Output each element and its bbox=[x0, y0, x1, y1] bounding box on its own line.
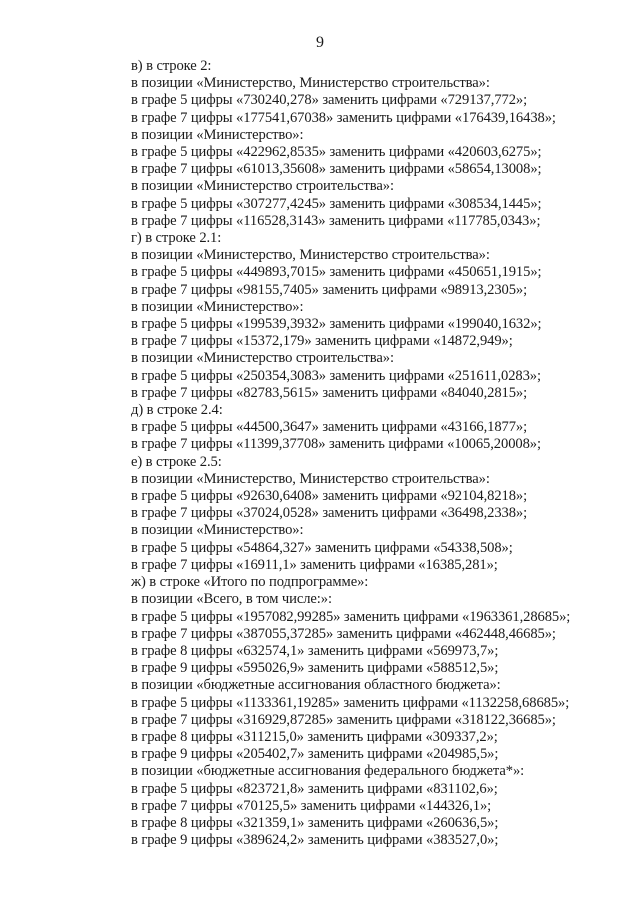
text-line: в позиции «Министерство»: bbox=[131, 298, 304, 315]
text-line: в графе 7 цифры «15372,179» заменить цифрами «14872,949»; bbox=[131, 333, 513, 350]
text-line: в графе 5 цифры «422962,8535» заменить цифрами «420603,6275»; bbox=[131, 144, 542, 161]
text-line: е) в строке 2.5: bbox=[131, 453, 222, 470]
text-line: в графе 7 цифры «98155,7405» заменить цифрами «98913,2305»; bbox=[131, 281, 528, 298]
text-line: в графе 7 цифры «316929,87285» заменить цифрами «318122,36685»; bbox=[131, 711, 556, 728]
text-line: в позиции «Министерство»: bbox=[131, 522, 304, 539]
text-line: в позиции «Министерство, Министерство строительства»: bbox=[131, 247, 490, 264]
text-line: в графе 5 цифры «1957082,99285» заменить цифрами «1963361,28685»; bbox=[131, 608, 571, 625]
text-line: в графе 5 цифры «250354,3083» заменить цифрами «251611,0283»; bbox=[131, 367, 541, 384]
text-line: в позиции «Всего, в том числе:»: bbox=[131, 591, 332, 608]
text-line: в графе 5 цифры «1133361,19285» заменить цифрами «1132258,68685»; bbox=[131, 694, 570, 711]
text-line: в графе 5 цифры «823721,8» заменить цифрами «831102,6»; bbox=[131, 780, 498, 797]
text-line: в графе 9 цифры «595026,9» заменить цифрами «588512,5»; bbox=[131, 660, 499, 677]
amendment-text bbox=[131, 58, 611, 849]
text-line: в графе 7 цифры «16911,1» заменить цифрами «16385,281»; bbox=[131, 556, 498, 573]
text-line: в графе 9 цифры «205402,7» заменить цифрами «204985,5»; bbox=[131, 746, 499, 763]
page-number: 9 bbox=[316, 34, 324, 51]
text-line: г) в строке 2.1: bbox=[131, 230, 222, 247]
text-line: в позиции «Министерство»: bbox=[131, 126, 304, 143]
text-line: в графе 8 цифры «632574,1» заменить цифрами «569973,7»; bbox=[131, 642, 499, 659]
text-line: в графе 5 цифры «307277,4245» заменить цифрами «308534,1445»; bbox=[131, 195, 542, 212]
text-line: в графе 7 цифры «61013,35608» заменить цифрами «58654,13008»; bbox=[131, 161, 542, 178]
text-line: в графе 5 цифры «449893,7015» заменить цифрами «450651,1915»; bbox=[131, 264, 542, 281]
text-line: в графе 5 цифры «54864,327» заменить цифрами «54338,508»; bbox=[131, 539, 513, 556]
text-line: в графе 7 цифры «82783,5615» заменить цифрами «84040,2815»; bbox=[131, 384, 528, 401]
text-line: в позиции «Министерство строительства»: bbox=[131, 178, 394, 195]
text-line: в позиции «Министерство, Министерство строительства»: bbox=[131, 75, 490, 92]
text-line: в графе 7 цифры «387055,37285» заменить цифрами «462448,46685»; bbox=[131, 625, 556, 642]
text-line: в графе 7 цифры «177541,67038» заменить цифрами «176439,16438»; bbox=[131, 109, 556, 126]
text-line: д) в строке 2.4: bbox=[131, 402, 223, 419]
text-line: в позиции «Министерство, Министерство строительства»: bbox=[131, 470, 490, 487]
text-line: в графе 5 цифры «199539,3932» заменить цифрами «199040,1632»; bbox=[131, 316, 542, 333]
text-line: в графе 7 цифры «116528,3143» заменить цифрами «117785,0343»; bbox=[131, 212, 541, 229]
text-line: ж) в строке «Итого по подпрограмме»: bbox=[131, 574, 369, 591]
text-line: в позиции «бюджетные ассигнования областного бюджета»: bbox=[131, 677, 501, 694]
text-line: в графе 5 цифры «44500,3647» заменить цифрами «43166,1877»; bbox=[131, 419, 528, 436]
text-line: в графе 7 цифры «70125,5» заменить цифрами «144326,1»; bbox=[131, 797, 492, 814]
text-line: в графе 9 цифры «389624,2» заменить цифрами «383527,0»; bbox=[131, 832, 499, 849]
text-line: в графе 7 цифры «37024,0528» заменить цифрами «36498,2338»; bbox=[131, 505, 528, 522]
text-line: в графе 5 цифры «730240,278» заменить цифрами «729137,772»; bbox=[131, 92, 528, 109]
text-line: в графе 5 цифры «92630,6408» заменить цифрами «92104,8218»; bbox=[131, 488, 528, 505]
text-line: в графе 8 цифры «321359,1» заменить цифрами «260636,5»; bbox=[131, 814, 499, 831]
text-line: в позиции «Министерство строительства»: bbox=[131, 350, 394, 367]
text-line: в) в строке 2: bbox=[131, 58, 212, 74]
text-line: в графе 7 цифры «11399,37708» заменить цифрами «10065,20008»; bbox=[131, 436, 541, 453]
text-line: в позиции «бюджетные ассигнования федерального бюджета*»: bbox=[131, 763, 525, 780]
text-line: в графе 8 цифры «311215,0» заменить цифрами «309337,2»; bbox=[131, 728, 498, 745]
